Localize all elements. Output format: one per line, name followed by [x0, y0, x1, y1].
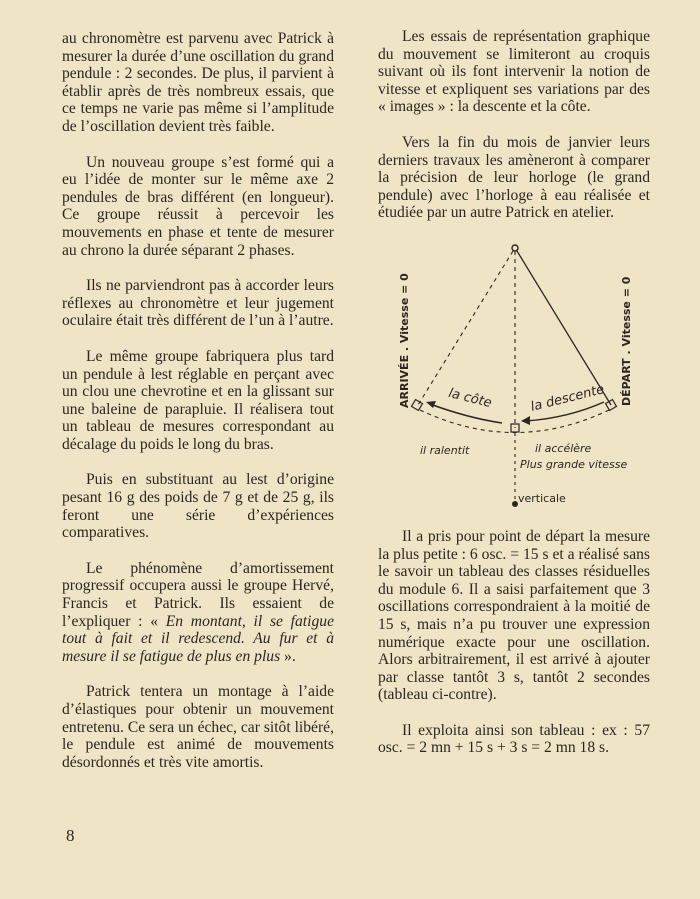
paragraph: Il exploita ainsi son tableau : ex : 57 osc. = 2 mn + 15 s + 3 s = 2 mn 18 s.: [378, 721, 650, 757]
children-quote: En montant, il se fatigue tout à fait et il redescend. Au fur et à mesure il se fatigue de plus en plus: [62, 612, 334, 665]
paragraph-text: ».: [280, 647, 296, 665]
paragraph: Ils ne parviendront pas à accorder leurs réflexes au chronomètre et leur jugement oculaire était très différent de l’un à l’autre.: [62, 277, 334, 330]
la-cote-label: la côte: [446, 385, 494, 412]
il-accelere-label: il accélère: [535, 441, 592, 455]
paragraph-text: Le phénomène d’amortissement progressif occupera aussi le groupe Hervé, Francis et Patrick. Ils essaient de l’expliquer : «: [62, 559, 334, 630]
paragraph: Vers la fin du mois de janvier leurs derniers travaux les amèneront à comparer la précision de leur horloge (le grand pendule) avec l’horloge à eau réalisée et étudiée par un autre Patrick en atelier.: [378, 133, 650, 222]
paragraph: au chronomètre est parvenu avec Patrick à mesurer la durée d’une oscillation du grand pendule : 2 secondes. De plus, il parvient à établir après de très nombreux essais, que ce temps ne varie pas même si l’amplitude de l’oscillation devient très faible.: [62, 30, 334, 135]
left-column: [62, 30, 334, 789]
right-column: [378, 28, 650, 775]
paragraph: Patrick tentera un montage à l’aide d’élastiques pour obtenir un mouvement entretenu. Ce sera un échec, car sitôt libéré, le pendule est animé de mouvements désordonnés et très vite amortis.: [62, 683, 334, 771]
paragraph: Le même groupe fabriquera plus tard un pendule à lest réglable en perçant avec un clou une chevrotine et en la glissant sur une baleine de parapluie. Il réalisera tout un tableau de mesures correspondant au décalage du poids le long du bras.: [62, 347, 334, 453]
paragraph: Les essais de représentation graphique du mouvement se limiteront au croquis suivant où ils font intervenir la notion de vitesse et expliquent ses variations par des « images » : la descente et la côte.: [378, 28, 650, 116]
il-ralentit-label: il ralentit: [420, 443, 470, 457]
pendulum-diagram: [378, 240, 650, 518]
plus-grande-vitesse-label: Plus grande vitesse: [520, 457, 628, 471]
depart-label: DÉPART . Vitesse = 0: [620, 276, 633, 406]
paragraph: Un nouveau groupe s’est formé qui a eu l’idée de monter sur le même axe 2 pendules de bras différent (en longueur). Ce groupe réussit à percevoir les mouvements en phase et tente de mesurer au chrono la durée séparant 2 phases.: [62, 153, 334, 259]
verticale-label: verticale: [518, 491, 566, 505]
paragraph: Puis en substituant au lest d’origine pesant 16 g des poids de 7 g et de 25 g, ils feront une série d’expériences comparatives.: [62, 471, 334, 542]
paragraph: Il a pris pour point de départ la mesure la plus petite : 6 osc. = 15 s et a réalisé sans le savoir un tableau des classes résiduelles du module 6. Il a saisi parfaitement que 3 oscillations correspondraient à la moitié de 15 s, mais n’a pu trouver une expression numérique exacte pour une oscillation. Alors arbitrairement, il est arrivé à ajouter par classe tantôt 3 s, tantôt 2 secondes (tableau ci-contre).: [378, 527, 650, 704]
page-number: 8: [66, 826, 75, 845]
arrivee-label: ARRIVÉE . Vitesse = 0: [398, 273, 411, 408]
la-descente-label: la descente: [529, 382, 606, 415]
pendulum-drawing: [378, 240, 650, 518]
paragraph: [62, 560, 334, 666]
